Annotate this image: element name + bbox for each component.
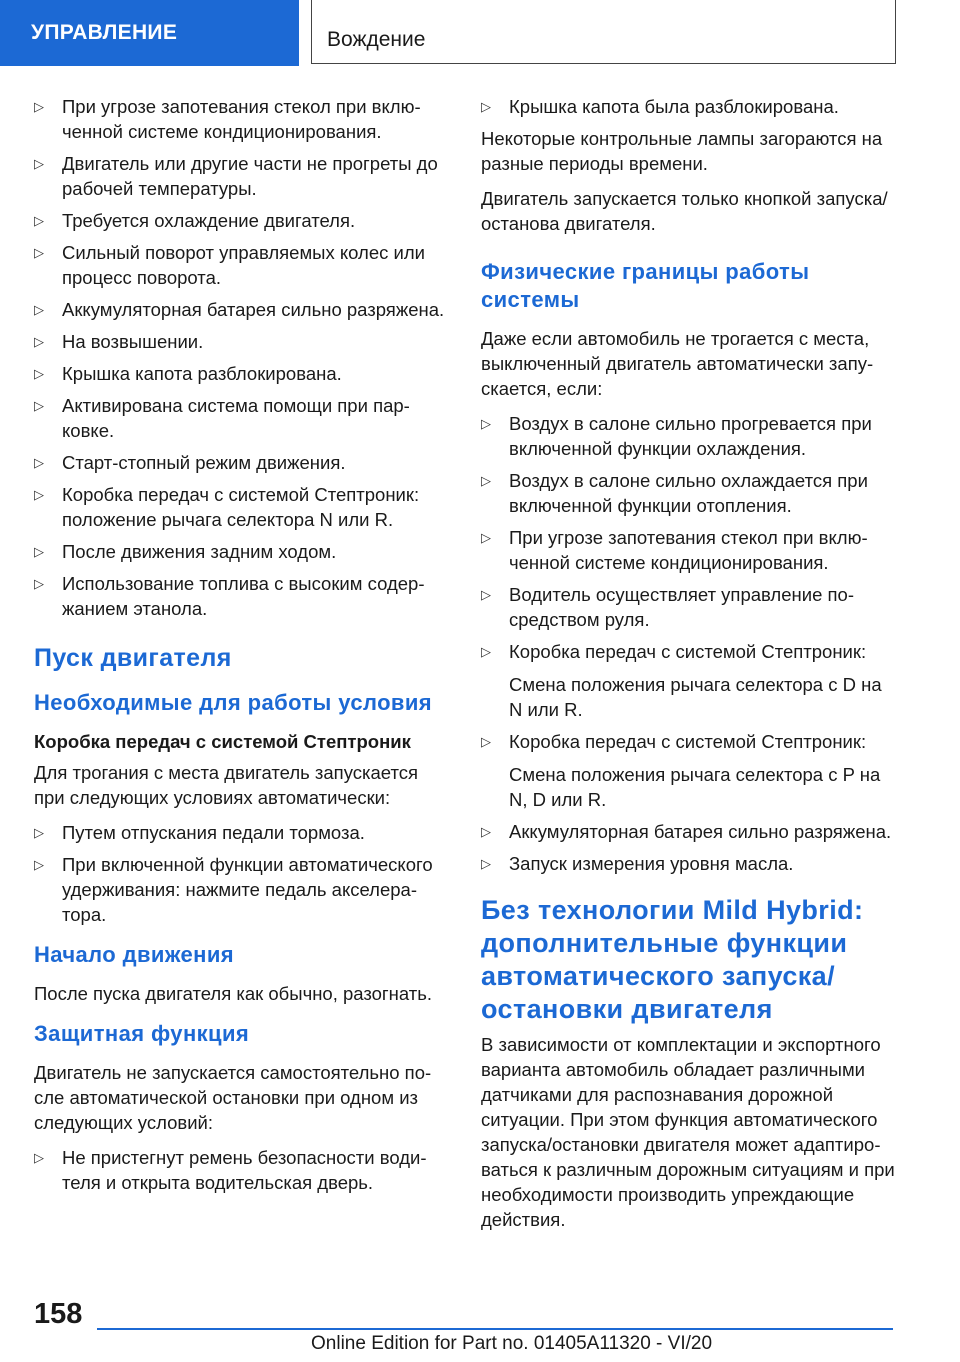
heading-protection: Защитная функция — [34, 1021, 250, 1046]
triangle-bullet-icon: ▷ — [34, 487, 44, 502]
paragraph-limits: Даже если автомобиль не трогается с места, выключенный двигатель автоматически запускается, если: — [481, 328, 874, 399]
triangle-bullet-icon: ▷ — [34, 825, 44, 840]
triangle-bullet-icon: ▷ — [481, 644, 491, 659]
page-header — [0, 0, 960, 66]
hood-list — [481, 94, 899, 119]
triangle-bullet-icon: ▷ — [481, 530, 491, 545]
page-number: 158 — [34, 1298, 83, 1330]
list-item: ▷ Аккумуляторная батарея сильно разряжена. — [34, 299, 445, 320]
heading-start-driving: Начало движения — [34, 942, 235, 967]
list-item: ▷ Сильный поворот управляемых колес или процесс поворота. — [34, 242, 425, 288]
triangle-bullet-icon: ▷ — [34, 366, 44, 381]
triangle-bullet-icon: ▷ — [481, 587, 491, 602]
list-item: ▷ Коробка передач с системой Стептроник: Смена положения рычага селектора с D на N или R. — [481, 639, 899, 722]
triangle-bullet-icon: ▷ — [34, 576, 44, 591]
triangle-bullet-icon: ▷ — [481, 824, 491, 839]
heading-engine-start: Пуск двигателя — [34, 644, 232, 672]
section-tab: УПРАВЛЕНИЕ — [0, 0, 299, 66]
list-item: ▷ Коробка передач с системой Стептроник: положение рычага селектора N или R. — [34, 484, 420, 530]
left-column — [34, 94, 452, 1202]
list-item: ▷ Активирована система помощи при парковке. — [34, 395, 410, 441]
triangle-bullet-icon: ▷ — [481, 416, 491, 431]
triangle-bullet-icon: ▷ — [481, 473, 491, 488]
list-item: ▷ Использование топлива с высоким содержанием этанола. — [34, 573, 425, 619]
conditions-list — [34, 94, 452, 621]
paragraph-button-start: Двигатель запускается только кнопкой запуска/останова двигателя. — [481, 188, 888, 234]
heading-mild-hybrid: Без технологии Mild Hybrid: дополнительные функции автоматического запуска/ остановки двигателя — [481, 895, 864, 1024]
triangle-bullet-icon: ▷ — [34, 245, 44, 260]
list-item: ▷ Запуск измерения уровня масла. — [481, 853, 794, 874]
list-item: ▷ Воздух в салоне сильно охлаждается при включенной функции отопления. — [481, 470, 868, 516]
list-item-subtext: Смена положения рычага селектора с P на N, D или R. — [509, 764, 881, 810]
protection-list — [34, 1145, 452, 1195]
list-item: ▷ При угрозе запотевания стекол при включенной системе кондиционирования. — [481, 527, 868, 573]
list-item: ▷ Водитель осуществляет управление посредством руля. — [481, 584, 854, 630]
list-item: ▷ Требуется охлаждение двигателя. — [34, 210, 356, 231]
triangle-bullet-icon: ▷ — [481, 856, 491, 871]
triangle-bullet-icon: ▷ — [34, 334, 44, 349]
start-conditions-list — [34, 820, 452, 927]
heading-steptronic: Коробка передач с системой Стептроник — [34, 731, 411, 752]
list-item: ▷ При включенной функции автоматического удерживания: нажмите педаль акселератора. — [34, 854, 433, 925]
right-column — [481, 94, 899, 1242]
list-item: ▷ После движения задним ходом. — [34, 541, 337, 562]
list-item: ▷ Двигатель или другие части не прогреты до рабочей температуры. — [34, 153, 438, 199]
list-item: ▷ Воздух в салоне сильно прогревается при включенной функции охлаждения. — [481, 413, 872, 459]
paragraph-lamps: Некоторые контрольные лампы загораются на разные периоды времени. — [481, 128, 883, 174]
list-item: ▷ Крышка капота разблокирована. — [34, 363, 342, 384]
list-item: ▷ Коробка передач с системой Стептроник: Смена положения рычага селектора с P на N, D или R. — [481, 729, 899, 812]
triangle-bullet-icon: ▷ — [34, 398, 44, 413]
list-item: ▷ Аккумуляторная батарея сильно разряжена. — [481, 821, 892, 842]
paragraph-start-driving: После пуска двигателя как обычно, разогнать. — [34, 983, 433, 1004]
triangle-bullet-icon: ▷ — [34, 1150, 44, 1165]
list-item: ▷ Старт-стопный режим движения. — [34, 452, 346, 473]
heading-conditions: Необходимые для работы условия — [34, 690, 432, 715]
list-item-subtext: Смена положения рычага селектора с D на N или R. — [509, 674, 882, 720]
heading-system-limits: Физические границы работы системы — [481, 259, 810, 312]
list-item: ▷ Путем отпускания педали тормоза. — [34, 822, 365, 843]
triangle-bullet-icon: ▷ — [481, 99, 491, 114]
list-item: ▷ Крышка капота была разблокирована. — [481, 96, 839, 117]
triangle-bullet-icon: ▷ — [34, 455, 44, 470]
triangle-bullet-icon: ▷ — [34, 156, 44, 171]
triangle-bullet-icon: ▷ — [34, 857, 44, 872]
triangle-bullet-icon: ▷ — [34, 302, 44, 317]
list-item: ▷ Не пристегнут ремень безопасности водителя и открыта водительская дверь. — [34, 1147, 427, 1193]
paragraph-protection: Двигатель не запускается самостоятельно после автоматической остановки при одном из следующих условий: — [34, 1062, 432, 1133]
triangle-bullet-icon: ▷ — [34, 213, 44, 228]
triangle-bullet-icon: ▷ — [481, 734, 491, 749]
list-item: ▷ На возвышении. — [34, 331, 204, 352]
triangle-bullet-icon: ▷ — [34, 99, 44, 114]
footer-divider — [97, 1328, 893, 1330]
triangle-bullet-icon: ▷ — [34, 544, 44, 559]
edition-text: Online Edition for Part no. 01405A11320 - VI/20 — [311, 1333, 713, 1354]
paragraph-conditions: Для трогания с места двигатель запускается при следующих условиях автоматически: — [34, 762, 418, 808]
chapter-tab: Вождение — [311, 0, 896, 64]
limits-list — [481, 411, 899, 876]
paragraph-mild-hybrid: В зависимости от комплектации и экспортного варианта автомобиль обладает различными датчиками для распознавания дорожной ситуации. При этом функция автоматического запуска/остановки двигателя может адаптироваться к различным дорожным ситуациям и при необходимости производить упреждающие действия. — [481, 1034, 895, 1230]
list-item: ▷ При угрозе запотевания стекол при включенной системе кондиционирования. — [34, 96, 421, 142]
